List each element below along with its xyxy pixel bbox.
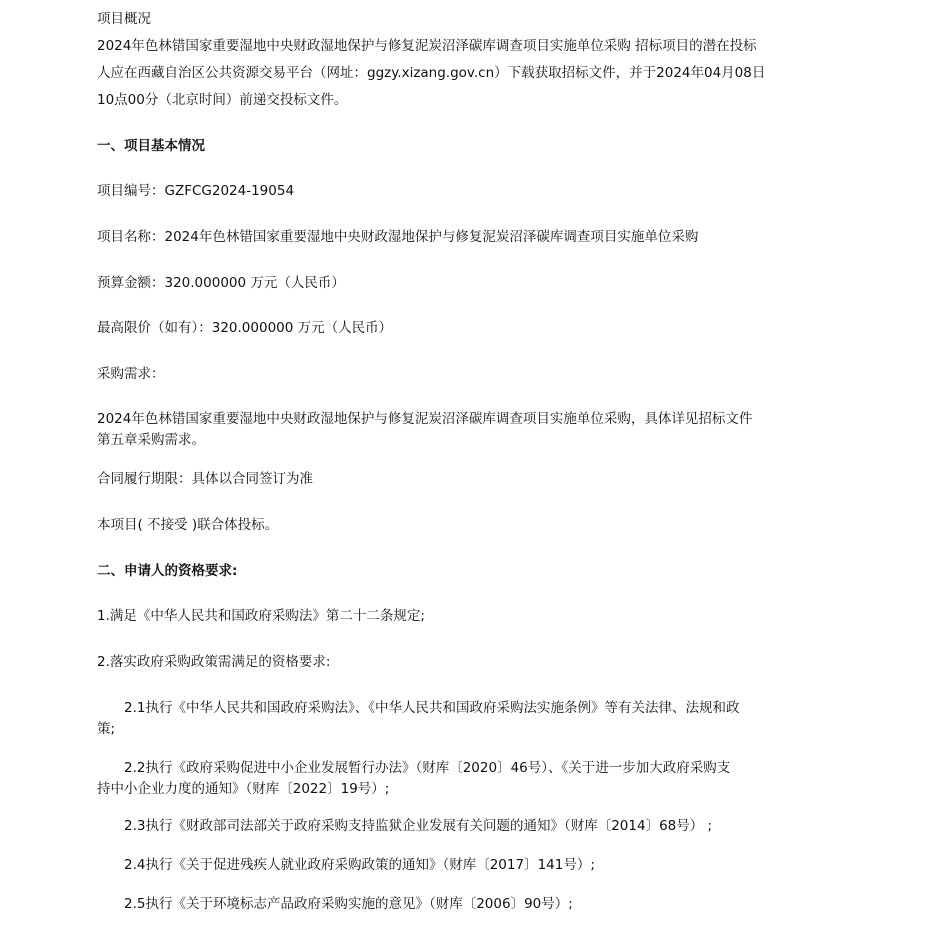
overview-heading: 项目概况 [97,11,151,27]
demand-label: 采购需求： [97,366,165,382]
requirement-2-1-line-1: 2.1执行《中华人民共和国政府采购法》、《中华人民共和国政府采购法实施条例》等有关法律、法规和政 [124,700,740,716]
requirement-2-2-line-1: 2.2执行《政府采购促进中小企业发展暂行办法》（财库〔2020〕46号）、《关于进一步加大政府采购支 [124,760,731,776]
section-2-title: 二、申请人的资格要求: [97,563,238,579]
requirement-2: 2.落实政府采购政策需满足的资格要求: [97,654,331,670]
requirement-2-4: 2.4执行《关于促进残疾人就业政府采购政策的通知》（财库〔2017〕141号）; [124,857,595,873]
requirement-2-5: 2.5执行《关于环境标志产品政府采购实施的意见》（财库〔2006〕90号）; [124,896,573,912]
overview-line-1: 2024年色林错国家重要湿地中央财政湿地保护与修复泥炭沼泽碳库调查项目实施单位采购 招标项目的潜在投标 [97,38,757,54]
project-number: 项目编号：GZFCG2024-19054 [97,183,295,199]
budget-amount: 预算金额：320.000000 万元（人民币） [97,275,345,291]
consortium-note: 本项目( 不接受 )联合体投标。 [97,517,279,533]
requirement-1: 1.满足《中华人民共和国政府采购法》第二十二条规定; [97,608,425,624]
requirement-2-1-line-2: 策; [97,721,116,737]
project-name: 项目名称：2024年色林错国家重要湿地中央财政湿地保护与修复泥炭沼泽碳库调查项目实施单位采购 [97,229,699,245]
contract-term: 合同履行期限：具体以合同签订为准 [97,471,313,487]
demand-line-1: 2024年色林错国家重要湿地中央财政湿地保护与修复泥炭沼泽碳库调查项目实施单位采购，具体详见招标文件 [97,411,753,427]
requirement-2-3: 2.3执行《财政部司法部关于政府采购支持监狱企业发展有关问题的通知》（财库〔2014〕68号） ; [124,818,713,834]
overview-line-2: 人应在西藏自治区公共资源交易平台（网址：ggzy.xizang.gov.cn）下载获取招标文件，并于2024年04月08日 [97,65,766,81]
max-price: 最高限价（如有）：320.000000 万元（人民币） [97,320,393,336]
section-1-title: 一、项目基本情况 [97,138,205,154]
demand-line-2: 第五章采购需求。 [97,432,205,448]
requirement-2-2-line-2: 持中小企业力度的通知》（财库〔2022〕19号）; [97,781,390,797]
overview-line-3: 10点00分（北京时间）前递交投标文件。 [97,92,348,108]
